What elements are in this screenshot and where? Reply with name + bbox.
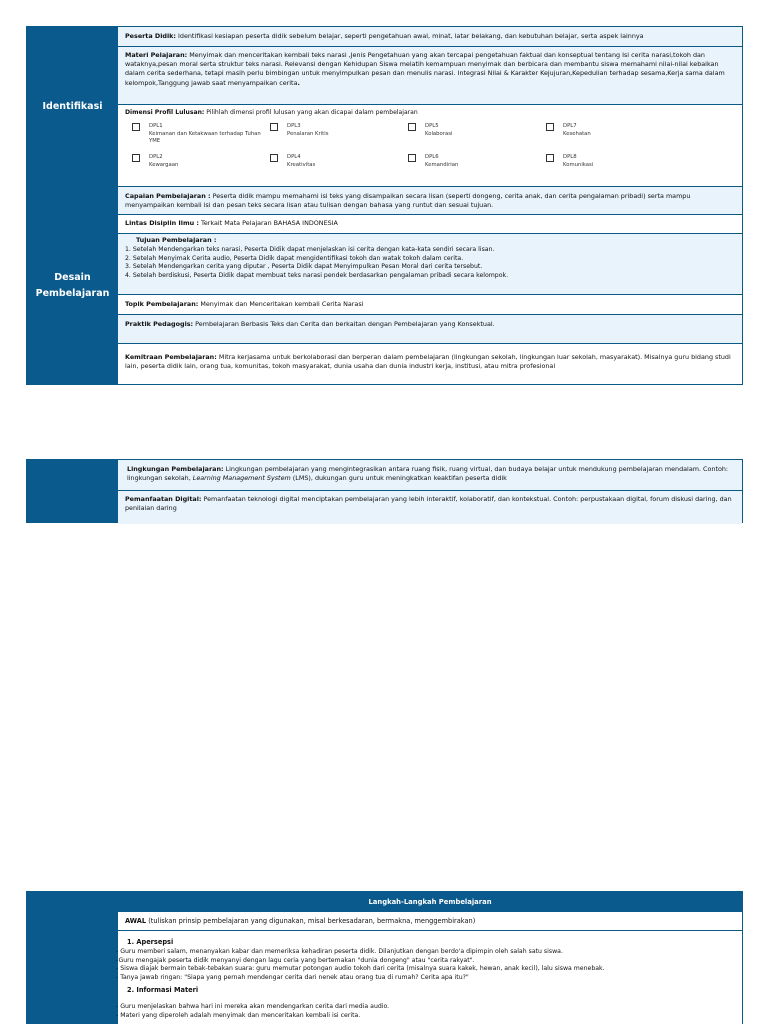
dpl7-code: DPL7 [563, 123, 577, 130]
identifikasi-label: Identifikasi [27, 27, 118, 186]
apersepsi-line: -Guru mengajak peserta didik menyanyi dengan lagu ceria yang bertemakan "dunia dongeng" atau "cerita rakyat". [116, 956, 475, 964]
kemitraan-label: Kemitraan Pembelajaran: [125, 353, 217, 361]
dpl7-checkbox[interactable] [546, 123, 554, 131]
lintas-label: Lintas Disiplin Ilmu : [125, 219, 199, 227]
peserta-didik-label: Peserta Didik: [125, 32, 176, 40]
identifikasi-content [118, 27, 742, 186]
lintas-row [118, 215, 742, 234]
desain-label-line2: Pembelajaran [35, 287, 110, 299]
dimensi-label: Dimensi Profil Lulusan: [125, 109, 205, 116]
desain-label [27, 187, 118, 384]
kemitraan-row [118, 344, 742, 386]
dpl7-name: Kesehatan [563, 130, 591, 137]
dpl1-option[interactable] [132, 123, 262, 146]
dpl7-option[interactable] [546, 123, 676, 138]
tujuan-item: 1. Setelah Mendengarkan teks narasi, Peserta Didik dapat menjelaskan isi cerita dengan kata-kata sendiri secara lisan. [125, 246, 495, 254]
dpl4-option[interactable] [270, 154, 400, 169]
langkah-body [117, 931, 743, 1024]
materi-text: Menyimak dan menceritakan kembali teks narasi ,Jenis Pengetahuan yang akan tercapai pengetahuan faktual dan konseptual tentang Isi cerita narasi,tokoh dan wataknya,pesan moral serta struktur teks narasi. Relevansi dengan Kehidupan Siswa melatih kemampuan menyimak dan berbicara dan membantu siswa memahami nilai-nilai kebaikan dalam cerita sederhana, tetapi masih perlu bimbingan untuk menyimpulkan pesan dan menulis narasi. Integrasi Nilai & Karakter Kejujuran,Kepedulian terhadap sesama,Kerja sama dalam kelompok,Tanggung jawab saat menyampaikan cerita [125, 51, 725, 87]
tujuan-item: 4. Setelah berdiskusi, Peserta Didik dapat membuat teks narasi pendek berdasarkan pengalaman pribadi secara kelompok. [125, 271, 509, 279]
peserta-didik-row [118, 27, 742, 47]
langkah-section [26, 891, 743, 1024]
apersepsi-line: - Tanya jawab ringan: "Siapa yang pernah mendengar cerita dari nenek atau orang tua di rumah? Cerita apa itu?" [116, 974, 469, 982]
praktik-label: Praktik Pedagogis: [125, 320, 194, 328]
materi-end: . [297, 78, 300, 87]
lingkungan-row [118, 460, 742, 491]
dimensi-text: Pilihlah dimensi profil lulusan yang akan dicapai dalam pembelajaran [204, 109, 418, 116]
identifikasi-table [26, 26, 743, 187]
dpl1-checkbox[interactable] [132, 123, 140, 131]
dpl3-checkbox[interactable] [270, 123, 278, 131]
dpl4-checkbox[interactable] [270, 154, 278, 162]
capaian-row [118, 187, 742, 215]
apersepsi-line: - Guru memberi salam, menanyakan kabar dan memeriksa kehadiran peserta didik. Dilanjutkan dengan berdo'a dipimpin oleh salah satu siswa. [116, 947, 563, 955]
dpl8-checkbox[interactable] [546, 154, 554, 162]
dimensi-row [118, 105, 742, 188]
dpl4-name: Kreativitas [287, 161, 316, 168]
dpl6-code: DPL6 [425, 154, 439, 161]
dpl4-code: DPL4 [287, 154, 301, 161]
capaian-label: Capaian Pembelajaran : [125, 192, 211, 200]
desain-content [118, 187, 742, 384]
dpl8-name: Komunikasi [563, 161, 594, 168]
dpl3-name: Penalaran Kritis [287, 130, 329, 137]
tujuan-row [118, 234, 742, 295]
awal-text: (tuliskan prinsip pembelajaran yang digunakan, misal berkesadaran, bermakna, menggembirakan) [146, 917, 476, 925]
dpl8-option[interactable] [546, 154, 676, 169]
dpl-grid [125, 123, 735, 175]
tujuan-item: 3. Setelah Mendengarkan cerita yang diputar , Peserta Didik dapat Menyimpulkan Pesan Moral dari cerita tersebut. [125, 263, 483, 271]
materi-row [118, 47, 742, 105]
digital-row [118, 491, 742, 524]
lingkungan-text-2: (LMS), dukungan guru untuk meningkatkan keaktifan peserta didik [290, 474, 507, 483]
lingkungan-label: Lingkungan Pembelajaran: [127, 465, 224, 473]
digital-label: Pemanfaatan Digital: [125, 495, 202, 503]
informasi-line: - Materi yang diperoleh adalah menyimak dan menceritakan kembali isi cerita. [116, 1011, 361, 1019]
dpl3-code: DPL3 [287, 123, 301, 130]
topik-text: Menyimak dan Menceritakan kembali Cerita Narasi [198, 300, 364, 308]
lingkungan-table [26, 459, 743, 523]
informasi-title: 2. Informasi Materi [127, 985, 199, 994]
dpl5-code: DPL5 [425, 123, 439, 130]
langkah-side [26, 891, 117, 1024]
tujuan-item: 2. Setelah Menyimak Cerita audio, Peserta Didik dapat mengidentifikasi tokoh dan watak tokoh dalam cerita. [125, 254, 464, 262]
topik-label: Topik Pembelajaran: [125, 300, 199, 308]
dpl6-name: Kemandirian [425, 161, 459, 168]
dpl6-checkbox[interactable] [408, 154, 416, 162]
dpl1-code: DPL1 [149, 123, 163, 130]
lingkungan-side [27, 460, 118, 522]
praktik-text: Pembelajaran Berbasis Teks dan Cerita dan berkaitan dengan Pembelajaran yang Konsektual. [193, 320, 495, 328]
desain-label-line1: Desain [54, 271, 91, 283]
lms-italic: Learning Management System [192, 474, 291, 483]
awal-label: AWAL [125, 917, 147, 925]
dpl2-code: DPL2 [149, 154, 163, 161]
kemitraan-text: Mitra kerjasama untuk berkolaborasi dan berperan dalam pembelajaran (lingkungan sekolah, lingkungan luar sekolah, masyarakat). Misalnya guru bidang studi lain, peserta didik lain, orang tua, komunitas, tokoh masyarakat, dunia usaha dan dunia industri kerja, institusi, atau mitra profesional [125, 353, 731, 371]
tujuan-list [125, 246, 735, 280]
lingkungan-text-1: Lingkungan pembelajaran yang mengintegrasikan antara ruang fisik, ruang virtual, dan budaya belajar untuk mendukung pembelajaran mendalam. Contoh: lingkungan sekolah, [127, 465, 729, 483]
dpl3-option[interactable] [270, 123, 400, 138]
apersepsi-line: - Siswa diajak bermain tebak-tebakan suara: guru memutar potongan audio tokoh dari cerita (misalnya suara kakek, hewan, anak kecil), lalu siswa menebak. [116, 965, 605, 973]
informasi-line: - Guru menjelaskan bahwa hari ini mereka akan mendengarkan cerita dari media audio. [116, 1002, 390, 1010]
lintas-text: Terkait Mata Pelajaran BAHASA INDONESIA [199, 219, 338, 227]
dpl1-name: Keimanan dan Ketakwaan terhadap Tuhan YME [149, 130, 261, 145]
dpl5-checkbox[interactable] [408, 123, 416, 131]
capaian-text: Peserta didik mampu memahami isi teks yang disampaikan secara lisan (seperti dongeng, cerita anak, dan cerita pengalaman pribadi) serta mampu menyampaikan kembali isi dan pesan teks secara lisan atau tulisan dengan bahasa yang runtut dan sesuai tujuan. [125, 192, 691, 210]
dpl5-name: Kolaborasi [425, 130, 453, 137]
dpl6-option[interactable] [408, 154, 538, 169]
peserta-didik-text: Identifikasi kesiapan peserta didik sebelum belajar, seperti pengetahuan awal, minat, latar belakang, dan kebutuhan belajar, serta aspek lainnya [175, 32, 644, 40]
topik-row [118, 295, 742, 315]
digital-text: Pemanfaatan teknologi digital menciptakan pembelajaran yang lebih interaktif, kolaboratif, dan kontekstual. Contoh: perpustakaan digital, forum diskusi daring, dan penilaian daring [125, 495, 732, 513]
dpl2-checkbox[interactable] [132, 154, 140, 162]
apersepsi-title: 1. Apersepsi [127, 938, 174, 946]
awal-row [117, 912, 743, 931]
praktik-row [118, 315, 742, 344]
dpl2-name: Kewargaan [149, 161, 179, 168]
dpl5-option[interactable] [408, 123, 538, 138]
dpl2-option[interactable] [132, 154, 262, 169]
tujuan-label: Tujuan Pembelajaran : [136, 236, 217, 244]
desain-table [26, 186, 743, 385]
dpl8-code: DPL8 [563, 154, 577, 161]
lingkungan-content [118, 460, 742, 522]
langkah-header: Langkah-Langkah Pembelajaran [117, 891, 743, 912]
materi-label: Materi Pelajaran: [125, 51, 188, 59]
